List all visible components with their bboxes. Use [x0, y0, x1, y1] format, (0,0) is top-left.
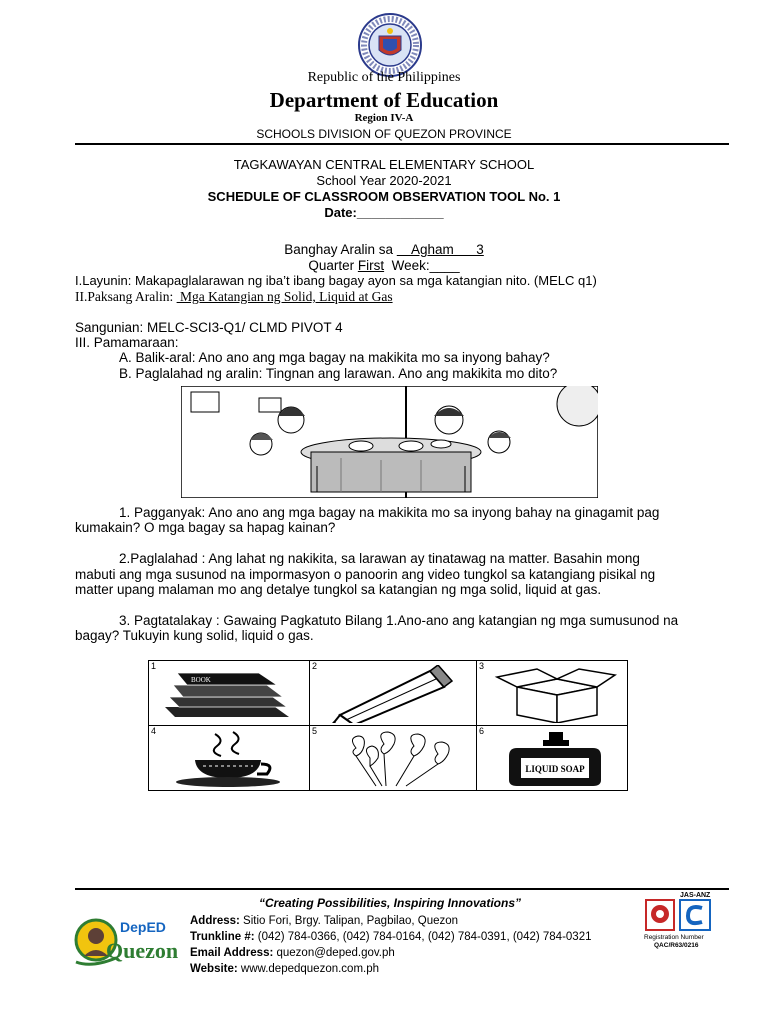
department-title: Department of Education — [269, 88, 499, 112]
grid-cell-6 — [476, 725, 628, 791]
header-divider — [75, 143, 729, 145]
school-name: TAGKAWAYAN CENTRAL ELEMENTARY SCHOOL — [233, 157, 535, 172]
logo-quezon-text: Quezon — [106, 938, 179, 963]
box-icon — [487, 665, 621, 723]
deped-seal-icon — [348, 12, 432, 78]
grid-number-2: 2 — [312, 661, 318, 671]
website-value: www.depedquezon.com.ph — [240, 963, 380, 975]
quarter-line — [0, 258, 768, 274]
banghay-aralin-line — [0, 242, 768, 258]
footer-tagline: “Creating Possibilities, Inspiring Innovations” — [258, 896, 522, 910]
pagtatalakay-line-1: 3. Pagtatalakay : Gawaing Pagkatuto Bilang 1.Ano-ano ang katangian ng mga sumusunod na — [119, 613, 679, 628]
address-label: Address: — [190, 915, 244, 927]
quarter-prefix: Quarter — [308, 258, 358, 273]
quarter-value: First — [357, 258, 385, 273]
deped-quezon-logo — [72, 908, 184, 972]
hot-cup-icon — [155, 730, 305, 788]
paglalahad-line-1: 2.Paglalahad : Ang lahat ng nakikita, sa larawan ay tinatawag na matter. Basahin mong — [119, 551, 640, 566]
tool-title: SCHEDULE OF CLASSROOM OBSERVATION TOOL No. 1 — [207, 189, 561, 204]
trunkline-value: (042) 784-0366, (042) 784-0164, (042) 784-0391, (042) 784-0321 — [257, 931, 592, 943]
division-text: SCHOOLS DIVISION OF QUEZON PROVINCE — [256, 127, 512, 141]
book-label: BOOK — [191, 676, 211, 684]
grid-number-1: 1 — [151, 661, 157, 671]
email-value: quezon@deped.gov.ph — [276, 947, 395, 959]
footer-email — [190, 945, 395, 961]
banghay-subject: Agham 3 — [396, 242, 484, 257]
step-b-text: B. Paglalahad ng aralin: Tingnan ang larawan. Ano ang makikita mo dito? — [119, 366, 558, 381]
grid-cell-4 — [148, 725, 310, 791]
grid-number-4: 4 — [151, 726, 157, 736]
footer-address — [190, 913, 458, 929]
pagganyak-line-1: 1. Pagganyak: Ano ano ang mga bagay na makikita mo sa inyong bahay na ginagamit pag — [119, 505, 660, 520]
step-a-text: A. Balik-aral: Ano ano ang mga bagay na makikita mo sa inyong bahay? — [119, 350, 550, 365]
grid-cell-5 — [309, 725, 477, 791]
soap-bottle-icon — [497, 730, 613, 788]
grid-cell-2 — [309, 660, 477, 726]
pamamaraan-heading: III. Pamamaraan: — [75, 335, 179, 350]
pagtatalakay-line-2: bagay? Tukuyin kung solid, liquid o gas. — [75, 628, 314, 643]
email-label: Email Address: — [190, 947, 277, 959]
soap-label: LIQUID SOAP — [525, 764, 585, 774]
layunin-text: I.Layunin: Makapaglalarawan ng iba’t ibang bagay ayon sa mga katangian nito. (MELC q1) — [75, 273, 597, 288]
grid-number-3: 3 — [479, 661, 485, 671]
pencil-icon — [320, 665, 470, 723]
region-text: Region IV-A — [354, 112, 414, 124]
paksa-value: Mga Katangian ng Solid, Liquid at Gas — [176, 289, 393, 304]
grid-number-5: 5 — [312, 726, 318, 736]
paksang-aralin-line — [75, 289, 393, 305]
trunkline-label: Trunkline #: — [190, 931, 258, 943]
republic-text: Republic of the Philippines — [307, 70, 461, 85]
footer-website — [190, 961, 379, 977]
registration-label: Registration Number — [644, 934, 704, 941]
paglalahad-line-2: mabuti ang mga susunod na impormasyon o panoorin ang video tungkol sa katangiang pisikal ng — [75, 567, 656, 582]
balloons-icon — [326, 730, 466, 788]
address-value: Sitio Fori, Brgy. Talipan, Pagbilao, Quezon — [243, 915, 459, 927]
footer-trunkline — [190, 929, 592, 945]
website-label: Website: — [190, 963, 241, 975]
week-field: Week:____ — [384, 258, 460, 273]
certification-logos — [644, 892, 714, 950]
logo-deped-text: DepED — [120, 919, 166, 935]
books-icon — [155, 667, 303, 721]
registration-number: QAC/R63/0216 — [654, 942, 699, 949]
sanggunian-text: Sangunian: MELC-SCI3-Q1/ CLMD PIVOT 4 — [75, 320, 343, 335]
footer-divider — [75, 888, 729, 890]
cert-label: JAS-ANZ — [680, 892, 711, 899]
school-year: School Year 2020-2021 — [316, 173, 452, 188]
pagganyak-line-2: kumakain? O mga bagay sa hapag kainan? — [75, 520, 336, 535]
paglalahad-line-3: matter upang malaman mo ang detalye tungkol sa katangian ng mga solid, liquid at gas. — [75, 582, 602, 597]
banghay-prefix: Banghay Aralin sa — [284, 242, 397, 257]
grid-cell-1 — [148, 660, 310, 726]
paksa-label: II.Paksang Aralin: — [75, 289, 177, 304]
family-dining-illustration — [181, 386, 598, 498]
date-line: Date:____________ — [324, 205, 444, 220]
grid-cell-3 — [476, 660, 628, 726]
grid-number-6: 6 — [479, 726, 485, 736]
